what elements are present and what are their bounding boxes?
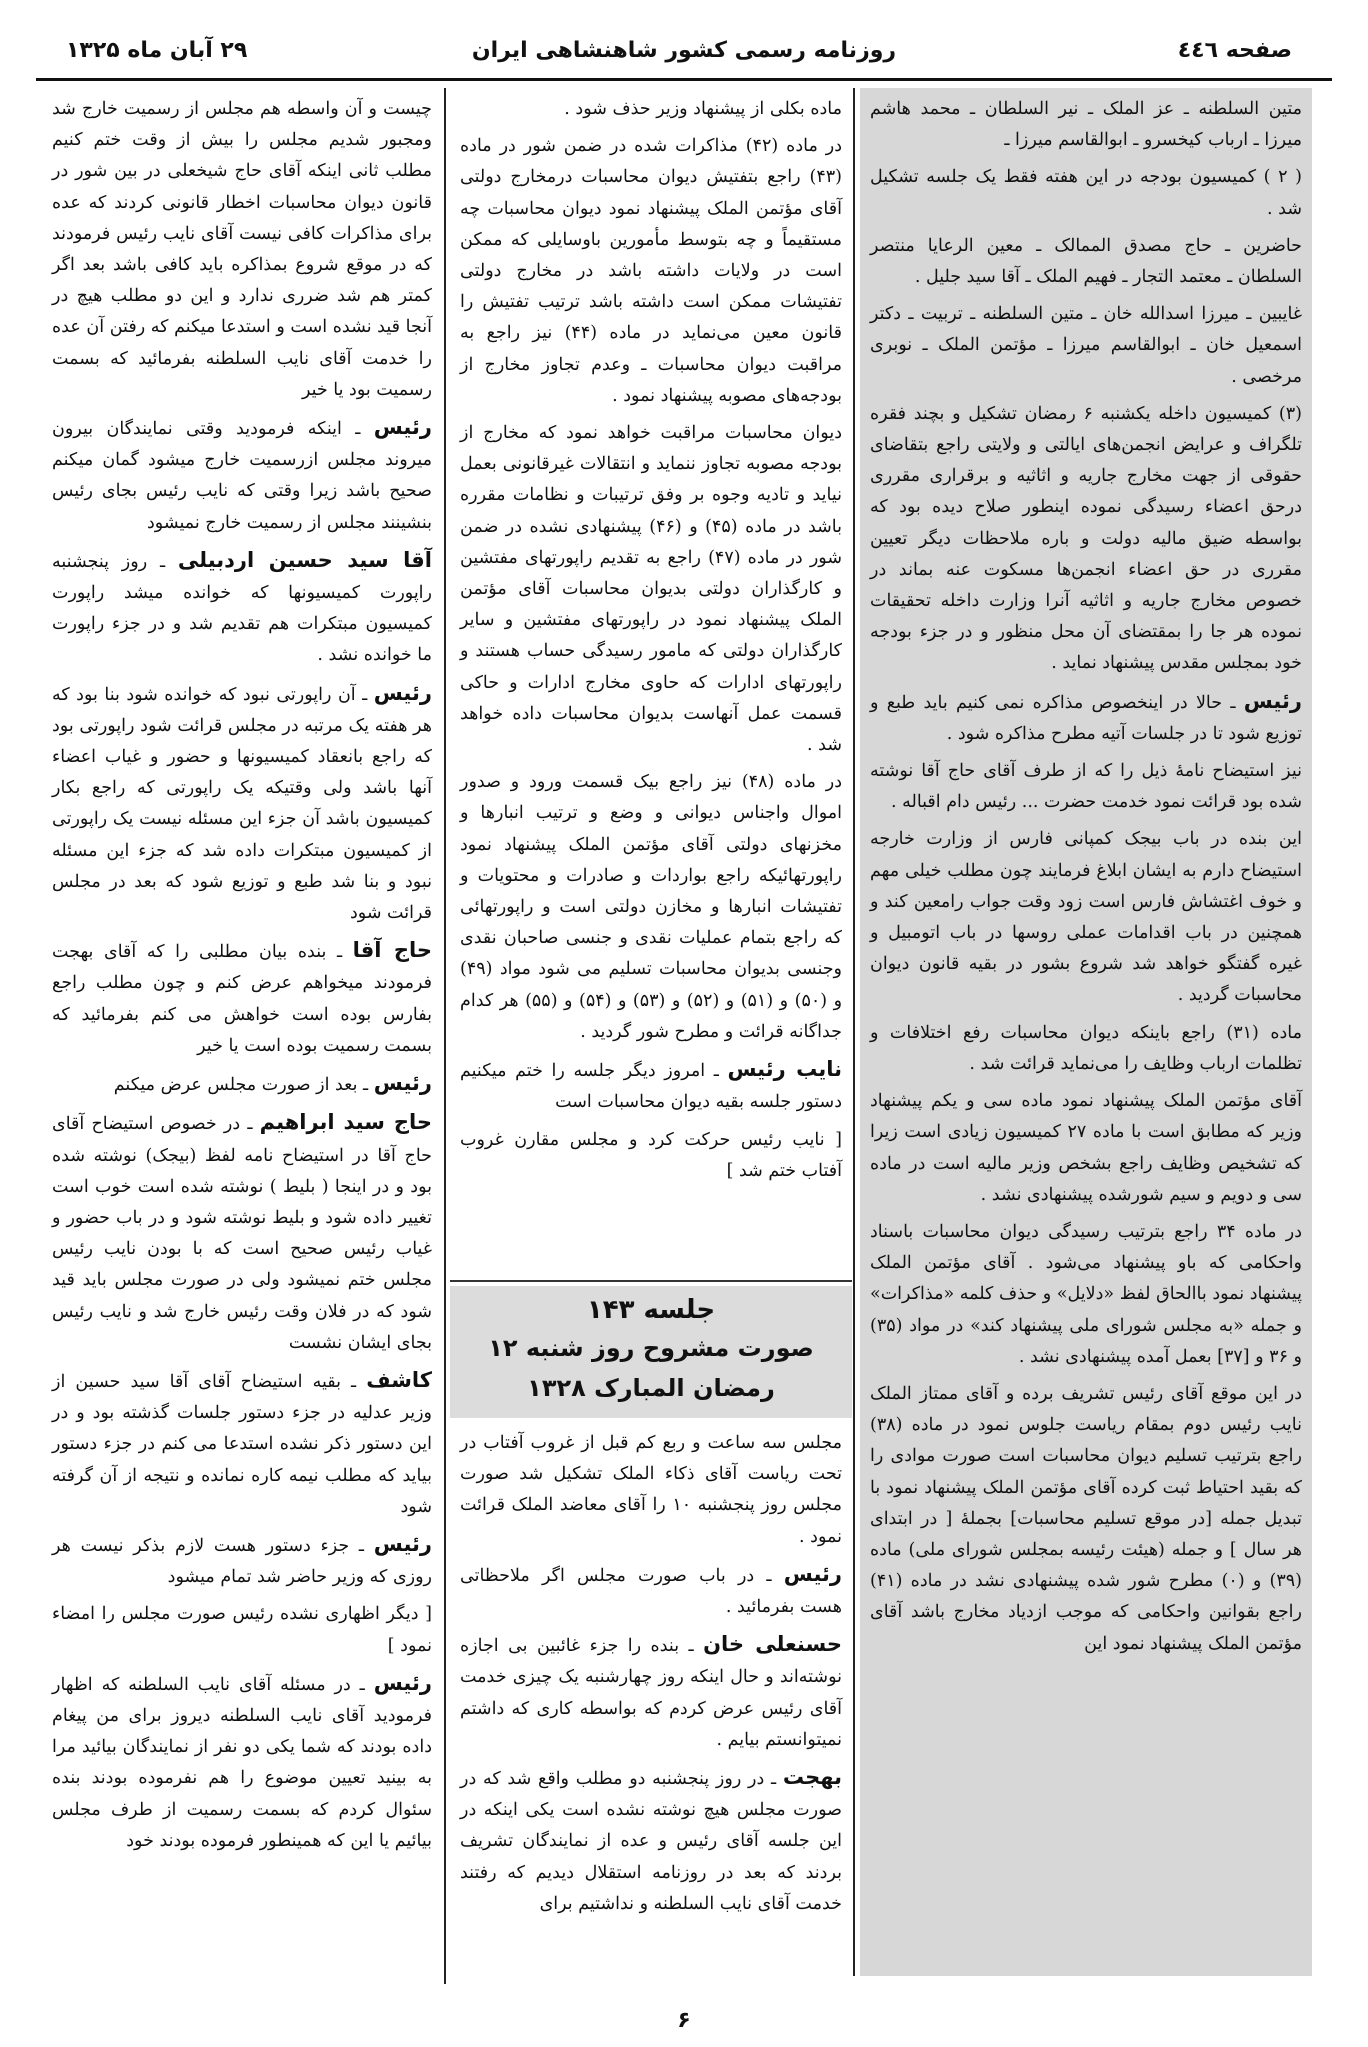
speech (52, 935, 432, 1062)
speaker-name: رئیس (373, 680, 432, 705)
speech (52, 1365, 432, 1523)
speech (460, 1054, 842, 1118)
paragraph: در ماده (۴۲) مذاکرات شده در ضمن شور در ماده (۴۳) راجع بتفتیش دیوان محاسبات درمخارج دولتی آقای مؤتمن الملک پیشنهاد نمود دیوان محاسبات چه مستقیماً و چه بتوسط مأمورین باوسایلی که ممکن است در ولایات داشته باشد در مخارج دولتی تفتیشات ممکن است داشته باشد ترتیب تفتیش را قانون معین می‌نماید در ماده (۴۴) نیز راجع به مراقبت دیوان محاسبات ـ وعدم تجاوز مخارج از بودجه‌های مصوبه پیشنهاد نمود . (460, 136, 842, 406)
paragraph: چیست و آن واسطه هم مجلس از رسمیت خارج شد ومجبور شدیم مجلس را بیش از وقت ختم کنیم مطلب ثانی اینکه آقای حاج شیخعلی در بین شور در قانون دیوان محاسبات اخطار قانونی کردند که عده برای مذاکرات کافی نیست آقای نایب رئیس فرمودند که در موقع شروع بمذاکره باید کافی باشد بعد اگر کمتر هم شد ضرری ندارد و این دو مطلب هیچ در آنجا قید نشده است و استدعا میکنم که رفتن آن عده را خدمت آقای نایب السلطنه بفرمائید که بسمت رسمیت بود یا خیر (52, 99, 432, 400)
session-title: جلسه ۱۴۳ (586, 1295, 716, 1325)
column-left (42, 88, 442, 1984)
paragraph: مجلس سه ساعت و ربع کم قبل از غروب آفتاب در تحت ریاست آقای ذکاء الملک تشکیل شد صورت مجلس روز پنجشنبه ۱۰ را آقای معاضد الملک قرائت نمود . (460, 1433, 842, 1547)
speech-text: ـ اینکه فرمودید وقتی نمایندگان بیرون میروند مجلس ازرسمیت خارج میشود گمان میکنم صحیح باشد زیرا وقتی که نایب رئیس بجای رئیس بنشینند مجلس از رسمیت خارج نمیشود (52, 419, 432, 533)
column-separator (444, 88, 446, 1984)
paragraph: (۳) کمیسیون داخله یکشنبه ۶ رمضان تشکیل و بچند فقره تلگراف و عرایض انجمن‌های ایالتی و ولایتی راجع بتقاضای حقوقی از جهت مخارج جاریه و اثاثیه و برقراری مقرری درحق اعضاء رسیدگی نموده اینطور صلاح دیده بود که بواسطه ضیق مالیه دولت و باره ملاحظات دیگر تعیین مقرری در حق اعضاء انجمن‌ها مسکوت عنه بماند در خصوص مخارج جاریه و اثاثیه آنرا وزارت داخله تحقیقات نموده هر جا را بمقتضای آن محل منظور و در جزء بودجه خود بمجلس مقدس پیشنهاد نماید . (870, 403, 1302, 674)
paragraph: در ماده (۴۸) نیز راجع بیک قسمت ورود و صدور اموال واجناس دیوانی و وضع و ترتیب انبارها و مخزنهای دولتی آقای مؤتمن الملک پیشنهاد نمود راپورتهائیکه راجع بواردات و صادرات و محتویات و تفتیشات انبارها و مخازن دولتی است و راپورتهائی که راجع بتمام عملیات نقدی و جنسی صاحبان نقدی وجنسی بدیوان محاسبات تسلیم می شود مواد (۴۹) و (۵۰) و (۵۱) و (۵۲) و (۵۳) و (۵۴) و (۵۵) هر کدام جداگانه قرائت و مطرح شور گردید . (460, 772, 843, 1042)
issue-date: ۲۹ آبان ماه ۱۳۲۵ (66, 38, 248, 63)
speaker-name: رئیس (373, 1071, 432, 1096)
speech-text: ـ بقیه استیضاح آقای آقا سید حسین از وزیر عدلیه در جزء دستور جلسات گذشته بود و در این دستور ذکر نشده استدعا می کنم در جزء دستور بیاید که مطلب نیمه کاره نمانده و نتیجه از آن گرفته شود (52, 1371, 432, 1517)
speech-text: ـ بنده بیان مطلبی را که آقای بهجت فرمودند میخواهم عرض کنم و چون مطلب راجع بفارس بوده است خواهش می کنم بفرمائید که بسمت رسمیت بوده است یا خیر (52, 942, 432, 1056)
session-heading (450, 1286, 852, 1418)
paragraph: آقای مؤتمن الملک پیشنهاد نمود ماده سی و یکم پیشنهاد وزیر که مطابق است با ماده ۲۷ کمیسیون زیادی است زیرا که تشخیص وظایف راجع بشخص وزیر مالیه است در ماده سی و دویم و سیم شورشده پیشنهادی نشد . (870, 1091, 1302, 1205)
page-label: صفحه ٤٤٦ (1177, 38, 1292, 63)
speaker-name: آقا سید حسین اردبیلی (177, 547, 432, 572)
paragraph: ( ۲ ) کمیسیون بودجه در این هفته فقط یک جلسه تشکیل شد . (870, 167, 1302, 219)
paragraph: در این موقع آقای رئیس تشریف برده و آقای ممتاز الملک نایب رئیس دوم بمقام ریاست جلوس نمود در ماده (۳۸) راجع بترتیب تسلیم دیوان محاسبات است صورت موادی را که بقید احتیاط ثبت کرده آقای مؤتمن الملک پیشنهاد نمود با تبدیل جمله [در موقع تسلیم محاسبات] بجملهٔ [ در ابتدای هر سال ] و جمله (هیئت رئیسه بمجلس شورای ملی) ماده (۳۹) و (۰) مطرح شور شده پیشنهادی نشد در ماده (۴۱) راجع بقوانین واحکامی که موجب ازدیاد مخارج باشد آقای مؤتمن الملک پیشنهاد نمود این (870, 1383, 1302, 1654)
speech (870, 686, 1302, 750)
speaker-name: رئیس (373, 1670, 432, 1695)
speech-text: ـ امروز دیگر جلسه را ختم میکنیم دستور جلسه بقیه دیوان محاسبات است (460, 1061, 842, 1113)
speech-text: ـ در روز پنجشنبه دو مطلب واقع شد که در صورت مجلس هیچ نوشته نشده است یکی اینکه در این جلسه آقای رئیس و عده از نمایندگان تشریف بردند که بعد در روزنامه استقلال دیدیم که رفتند خدمت آقای نایب السلطنه و نداشتیم برای (460, 1769, 842, 1914)
paragraph: [ نایب رئیس حرکت کرد و مجلس مقارن غروب آفتاب ختم شد ] (460, 1129, 842, 1181)
gazette-title: روزنامه رسمی کشور شاهنشاهی ایران (471, 38, 897, 63)
section-divider (450, 1280, 852, 1282)
speech-text: ـ بنده را جزء غائبین بی اجازه نوشته‌اند و حال اینکه روز چهارشنبه یک چیزی خدمت آقای رئیس عرض کردم که بواسطه کاری که داشتم نمیتوانستم بیایم . (460, 1636, 842, 1750)
paragraph: حاضرین ـ حاج مصدق الممالک ـ معین الرعایا منتصر السلطان ـ معتمد التجار ـ فهیم الملک ـ آقا سید جلیل . (870, 235, 1302, 288)
speech (52, 1529, 432, 1593)
speech (460, 1762, 842, 1920)
paragraph: این بنده در باب بیجک کمپانی فارس از وزارت خارجه استیضاح دارم به ایشان ابلاغ فرمایند چون مطلب خیلی مهم و خوف اغتشاش فارس است زود وقت جواب رامعین کند و همچنین در باب اقدامات عملی روسها در باب اتومبیل و غیره گفتگو خواهد شد شروع بشور در بقیه قانون دیوان محاسبات گردید . (870, 829, 1302, 1006)
speech-text: ـ جزء دستور هست لازم بذکر نیست هر روزی که وزیر حاضر شد تمام میشود (52, 1535, 432, 1588)
speaker-name: رئیس (373, 415, 432, 440)
column-middle (450, 88, 852, 1278)
speaker-name: حسنعلی خان (703, 1632, 842, 1657)
column-right (860, 88, 1312, 1976)
speaker-name: کاشف (366, 1367, 432, 1392)
speech-text: ـ روز پنجشنبه راپورت کمیسیونها که خوانده میشد راپورت کمیسیون مبتکرات هم تقدیم شد و در جزء راپورت ما خوانده نشد . (52, 551, 432, 666)
paragraph: [ دیگر اظهاری نشده رئیس صورت مجلس را امضاء نمود ] (52, 1604, 432, 1656)
speaker-name: نایب رئیس (727, 1057, 842, 1082)
speech (52, 1668, 432, 1857)
page-header (36, 28, 1332, 76)
paragraph: غایبین ـ میرزا اسدالله خان ـ متین السلطنه ـ تربیت ـ دکتر اسمعیل خان ـ ابوالقاسم میرزا ـ مؤتمن الملک ـ نوبری مرخصی . (870, 304, 1302, 387)
paragraph: ماده بکلی از پیشنهاد وزیر حذف شود . (564, 99, 842, 119)
speech (52, 678, 432, 930)
speech-text: ـ حالا در اینخصوص مذاکره نمی کنیم باید طبع و توزیع شود تا در جلسات آتیه مطرح مذاکره شود . (870, 692, 1302, 744)
speaker-name: بهجت (782, 1765, 842, 1790)
speaker-name: رئیس (1243, 688, 1302, 713)
paragraph: ماده (۳۱) راجع باینکه دیوان محاسبات رفع اختلافات و تظلمات ارباب وظایف را می‌نماید قرائت شد . (870, 1022, 1302, 1074)
speech-text: ـ در باب صورت مجلس اگر ملاحظاتی هست بفرمائید . (460, 1565, 842, 1618)
speech (52, 412, 432, 539)
speech (460, 1559, 842, 1623)
speech-text: ـ بعد از صورت مجلس عرض میکنم (113, 1075, 369, 1096)
session-subtitle: صورت مشروح روز شنبه ۱۲ (488, 1334, 814, 1362)
speech-text: ـ در خصوص استیضاح آقای حاج آقا در استیضاح نامه لفظ (بیجک) نوشته شده بود و در اینجا ( بلیط ) نوشته شده است خوب است تغییر داده شود و بلیط نوشته شود و در باب حضور و غیاب رئیس صحیح است که با بودن نایب رئیس مجلس ختم نمیشود ولی در صورت مجلس باید قید شود که در فلان وقت رئیس خارج شد و نایب رئیس بجای ایشان نشست (52, 1114, 432, 1353)
speech (52, 1068, 432, 1101)
speaker-name: رئیس (373, 1531, 432, 1556)
speech (460, 1629, 842, 1756)
paragraph: متین السلطنه ـ عز الملک ـ نیر السلطان ـ محمد هاشم میرزا ـ ارباب کیخسرو ـ ابوالقاسم میرزا ـ (870, 99, 1302, 151)
page-number: ۶ (677, 2008, 691, 2033)
column-middle-lower (450, 1424, 852, 1984)
speech-text: ـ آن راپورتی نبود که خوانده شود بنا بود که هر هفته یک مرتبه در مجلس قرائت شود راپورتی بود که راجع بانعقاد کمیسیونها و حضور و غیاب اعضاء آنها باشد ولی وقتیکه یک راپورتی که راجع بکار کمیسیون باشد آن جزء این مسئله نیست یک راپورتی از کمیسیون مبتکرات داده شد که جزء این مسئله نبود و بنا شد طبع و توزیع شود که بعد در مجلس قرائت شود (52, 684, 432, 924)
column-separator (853, 88, 855, 1976)
speaker-name: حاج سید ابراهیم (259, 1110, 432, 1135)
header-rule (36, 78, 1332, 81)
paragraph: نیز استیضاح نامهٔ ذیل را که از طرف آقای حاج آقا نوشته شده بود قرائت نمود خدمت حضرت ... رئیس دام اقباله . (870, 761, 1302, 813)
speech (52, 545, 432, 672)
session-date: رمضان المبارک ۱۳۲۸ (527, 1374, 775, 1402)
speech-text: ـ در مسئله آقای نایب السلطنه که اظهار فرمودید آقای نایب السلطنه دیروز برای من پیغام داده بودند که شما یکی دو نفر از نمایندگان بیائید مرا به بینید تعیین موضوع را هم نفرموده بودند بنده سئوال کردم که بسمت رسمیت از طرف مجلس بیائیم یا این که همینطور فرموده بودند خود (52, 1674, 432, 1851)
speaker-name: حاج آقا (352, 938, 432, 963)
speaker-name: رئیس (783, 1561, 842, 1586)
paragraph: دیوان محاسبات مراقبت خواهد نمود که مخارج از بودجه مصوبه تجاوز ننماید و انتقالات غیرقانونی بعمل نیاید و تادیه وجوه بر وفق ترتیبات و نظامات مقرره باشد در ماده (۴۵) و (۴۶) پیشنهادی نشده در ضمن شور در ماده (۴۷) راجع به تقدیم راپورتهای مفتشین و کارگذاران دولتی بدیوان محاسبات آقای مؤتمن الملک پیشنهاد نمود در راپورتهای مفتشین و سایر کارگذاران دولتی که مامور رسیدگی حساب هستند و راپورتهای ادارات که حاوی مخارج ادارات و حاکی قسمت عمل آنهاست بدیوان محاسبات داده خواهد شد . (460, 423, 843, 756)
speech (52, 1107, 432, 1359)
paragraph: در ماده ۳۴ راجع بترتیب رسیدگی دیوان محاسبات باسناد واحکامی که باو پیشنهاد می‌شود . آقای مؤتمن الملک پیشنهاد نمود باالحاق لفظ «دلایل» و حذف کلمه «مذاکرات» و جمله «به مجلس شورای ملی پیشنهاد کند» در مواد (۳۵) و ۳۶ و [۳۷] بعمل آمده پیشنهادی نشد . (870, 1221, 1303, 1367)
